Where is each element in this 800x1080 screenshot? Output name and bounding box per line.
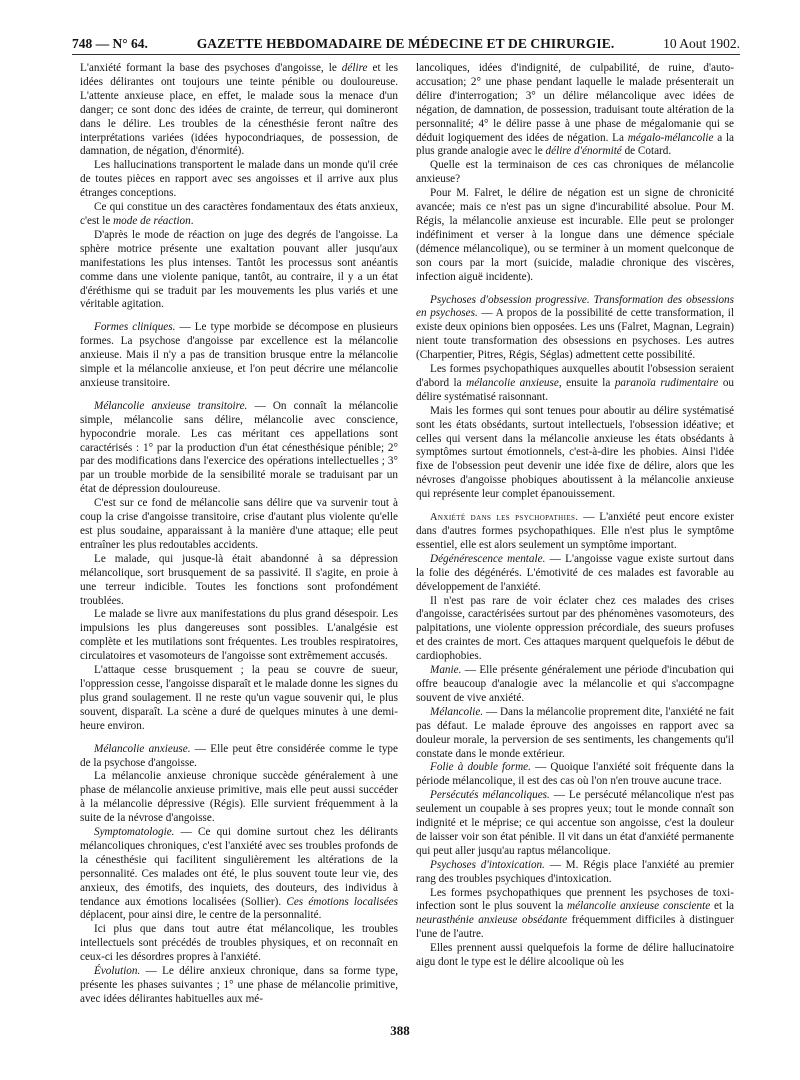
section-heading: Folie à double forme. <box>430 761 531 774</box>
paragraph: Ici plus que dans tout autre état mélancolique, les troubles intellectuels sont précédés de troubles physiques, et on reconnaît en ceux-ci les désordres propres à l'anxiété. <box>80 923 398 964</box>
paragraph: L'attaque cesse brusquement ; la peau se couvre de sueur, l'oppression cesse, l'angoisse disparaît et le malade donne les signes du plus grand soulagement. Il ne reste qu'un vague souvenir qui, le plus souvent, disparaît. La scène a duré de quelques minutes à une demi-heure environ. <box>80 664 398 732</box>
paragraph: Le malade, qui jusque-là était abandonné à sa dépression mélancolique, sort brusquement de sa passivité. Il s'agite, en proie à une terreur indicible. Toutes les fonctions sont profondément troublées. <box>80 552 398 607</box>
paragraph: lancoliques, idées d'indignité, de culpabilité, de ruine, d'auto-accusation; 2° une phase pendant laquelle le malade présenterait un délire d'interrogation; 3° un délire mélancolique avec idées de négation, de damnation, de possession, traduisant toute altération de la personnalité; 4° le délire passe à une phase de mégalomanie qui se déduit logiquement des idées de négation. La mégalo-mélancolie a la plus grande analogie avec le délire d'énormité de Cotard. <box>416 62 735 158</box>
section-heading: Formes cliniques. <box>94 321 176 334</box>
section-heading: Symptomatologie. <box>94 826 175 839</box>
issue-date: 10 Aout 1902. <box>663 36 740 51</box>
paragraph: Évolution. — Le délire anxieux chronique, dans sa forme type, présente les phases suivantes ; 1° une phase de mélancolie primitive, avec idées délirantes habituelles aux mé- <box>80 965 398 1005</box>
paragraph: Le malade se livre aux manifestations du plus grand désespoir. Les impulsions les plus dangereuses sont possibles. L'analgésie est complète et les mutilations sont fréquentes. Les troubles respiratoires, circulatoires et vasomoteurs de l'angoisse sont extrêmement accusés. <box>80 608 398 663</box>
section-heading: Mélancolie anxieuse. <box>94 742 191 755</box>
paragraph: Mélancolie. — Dans la mélancolie proprement dite, l'anxiété ne fait pas défaut. Le malade éprouve des angoisses en rapport avec sa douleur morale, la perversion de ses sentiments, les changements qu'il constate dans le monde extérieur. <box>416 705 734 760</box>
paragraph: Persécutés mélancoliques. — Le persécuté mélancolique n'est pas seulement un coupable à ses propres yeux; tout le monde connaît son indignité et le méprise; ce qui accentue son angoisse, c'est la douleur de laisser voir son état pénible. Il vit dans un état d'anxiété permanente qui peut aller jusqu'au raptus mélancolique. <box>416 789 734 857</box>
page-number-issue: 748 — N° 64. <box>72 36 148 51</box>
section-melancolie-transitoire: Mélancolie anxieuse transitoire. — On connaît la mélancolie simple, mélancolie sans délire, mélancolie avec conscience, hypocondrie morale. Les cas méritant ces appellations sont caractérisés : 1° par la production d'un état cénesthésique pénible; 2° par des modifications dans l'exercice des opérations intellectuelles ; 3° par un trouble morbide de la sensibilité morale se traduisant par un état de dépression douloureuse. <box>80 399 398 496</box>
paragraph: Elles prennent aussi quelquefois la forme de délire hallucinatoire aigu dont le type est le délire alcoolique où les <box>416 942 734 969</box>
section-heading: Dégénérescence mentale. <box>430 552 546 565</box>
paragraph: Les formes psychopathiques que prennent les psychoses de toxi-infection sont le plus souvent la mélancolie anxieuse consciente et la neurasthénie anxieuse obsédante fréquemment difficiles à distinguer l'une de l'autre. <box>416 886 734 941</box>
paragraph: Il n'est pas rare de voir éclater chez ces malades des crises d'angoisse, caractérisées surtout par des phénomènes vasomoteurs, des palpitations, une violente oppression précordiale, des sueurs profuses et des craintes de mort. Ces attaques marquent quelquefois le début de cardiophobies. <box>416 594 734 663</box>
paragraph: D'après le mode de réaction on juge des degrés de l'angoisse. La sphère motrice présente une exaltation pouvant aller jusqu'aux manifestations les plus intenses. Tantôt les processus sont anéantis comme dans une violente panique, tantôt, au contraire, il y a un état d'éréthisme qui se traduit par les mouvements les plus variés et une véritable agitation. <box>80 228 398 311</box>
section-heading: Anxiété dans les psychopathies. <box>430 512 579 524</box>
section-heading: Mélancolie. <box>430 705 484 718</box>
section-anxiete-psychopathies: Anxiété dans les psychopathies. — L'anxiété peut encore exister dans d'autres formes psychopathiques. Elle n'est plus le symptôme essentiel, elle est alors seulement un symptôme important. <box>416 511 734 551</box>
paragraph: Ce qui constitue un des caractères fondamentaux des états anxieux, c'est le mode de réaction. <box>80 201 398 227</box>
paragraph: Manie. — Elle présente généralement une période d'incubation qui offre beaucoup d'analogie avec la mélancolie et qui s'accompagne souvent de vive anxiété. <box>416 664 734 704</box>
journal-title: GAZETTE HEBDOMADAIRE DE MÉDECINE ET DE CHIRURGIE. <box>196 36 615 51</box>
header-rule <box>72 54 740 55</box>
paragraph: Les hallucinations transportent le malade dans un monde qu'il crée de toutes pièces en rapport avec ses angoisses et il arrive aux plus étranges conceptions. <box>80 159 398 200</box>
section-heading: Évolution. <box>94 965 141 978</box>
section-formes-cliniques: Formes cliniques. — Le type morbide se décompose en plusieurs formes. La psychose d'angoisse par excellence est la mélancolie anxieuse. Mais il n'y a pas de transition brusque entre la mélancolie simple et la mélancolie anxieuse, et l'on peut décrire une mélancolie anxieuse transitoire. <box>80 321 398 389</box>
section-melancolie-anxieuse: Mélancolie anxieuse. — Elle peut être considérée comme le type de la psychose d'angoisse. <box>80 742 398 769</box>
paragraph: Folie à double forme. — Quoique l'anxiété soit fréquente dans la période mélancolique, il est des cas où l'on n'en trouve aucune trace. <box>416 761 734 788</box>
paragraph: L'anxiété formant la base des psychoses d'angoisse, le délire et les idées délirantes ont toujours une teinte pénible ou douloureuse. L'attente anxieuse place, en effet, le malade sous la menace d'un danger; ce sont donc des idées de crainte, de terreur, qui domineront dans le délire. Les troubles de la cénesthésie feront naître des interprétations variées (idées hypocondriaques, de possession, de damnation, de négation, d'énormité). <box>80 62 398 158</box>
section-heading: Psychoses d'obsession progressive. Transformation des obsessions en psychoses. <box>416 293 734 320</box>
paragraph: Symptomatologie. — Ce qui domine surtout chez les délirants mélancoliques chroniques, c'est l'anxiété avec ses troubles profonds de la cénesthésie qui facilitent singulièrement les altérations de la personnalité. Ces malades ont été, le plus souvent toute leur vie, des anxieux, des émotifs, des inquiets, des douteurs, des individus à tendance aux émotions localisées (Sollier). Ces émotions localisées déplacent, pour ainsi dire, le centre de la personnalité. <box>80 826 398 922</box>
paragraph: Pour M. Falret, le délire de négation est un signe de chronicité avancée; mais ce n'est pas un signe d'incurabilité absolue. Pour M. Régis, la mélancolie anxieuse est incurable. Elle peut se prolonger indéfiniment et verser à la longue dans une démence spéciale (démence mélancolique), ou se terminer à un moment quelconque de son cours par la mort (suicide, maladie chronique des viscères, infection aiguë incidente). <box>416 187 734 283</box>
paragraph: Quelle est la terminaison de ces cas chroniques de mélancolie anxieuse? <box>416 159 734 186</box>
paragraph: Psychoses d'intoxication. — M. Régis place l'anxiété au premier rang des troubles psychiques d'intoxication. <box>416 858 734 885</box>
paragraph: Les formes psychopathiques auxquelles aboutit l'obsession seraient d'abord la mélancolie anxieuse, ensuite la paranoïa rudimentaire ou délire systématisé raisonnant. <box>416 363 735 403</box>
section-heading: Psychoses d'intoxication. <box>430 858 545 871</box>
section-psychoses-obsession: Psychoses d'obsession progressive. Transformation des obsessions en psychoses. — A propos de la possibilité de cette transformation, il existe deux opinions bien opposées. Les uns (Falret, Magnan, Legrain) nient toute transformation des obsessions en psychoses. Les autres (Charpentier, Pitres, Régis, Séglas) admettent cette possibilité. <box>416 293 734 362</box>
paragraph: Dégénérescence mentale. — L'angoisse vague existe surtout dans la folie des dégénérés. L'émotivité de ces malades est favorable au développement de l'anxiété. <box>416 552 734 593</box>
left-column <box>80 62 398 1007</box>
paragraph: Mais les formes qui sont tenues pour aboutir au délire systématisé sont les états obsédants, surtout intellectuels, l'obsession idéative; et celles qui versent dans la mélancolie anxieuse les états obsédants à symptômes surtout émotionnels, c'est-à-dire les phobies. Ainsi l'idée fixe de l'obsession peut devenir une idée fixe de délire, alors que les névroses d'angoisse phobiques aboutissent à la mélancolie anxieuse qui représente leur complet épanouissement. <box>416 404 734 501</box>
section-heading: Manie. <box>430 664 462 677</box>
section-heading: Mélancolie anxieuse transitoire. <box>94 399 248 412</box>
section-heading: Persécutés mélancoliques. <box>430 789 550 802</box>
paragraph: La mélancolie anxieuse chronique succède généralement à une phase de mélancolie anxieuse primitive, mais elle peut aussi succéder à la mélancolie dépressive (Régis). Elle survient fréquemment à la suite de la névrose d'angoisse. <box>80 770 398 825</box>
paragraph: C'est sur ce fond de mélancolie sans délire que va survenir tout à coup la crise d'angoisse transitoire, crise d'autant plus violente qu'elle est plus soudaine, apparaissant à la manière d'une attaque; elle peut entraîner les plus redoutables accidents. <box>80 497 398 551</box>
page-folio: 388 <box>390 1023 410 1038</box>
right-column <box>416 62 734 970</box>
running-header <box>72 36 740 52</box>
